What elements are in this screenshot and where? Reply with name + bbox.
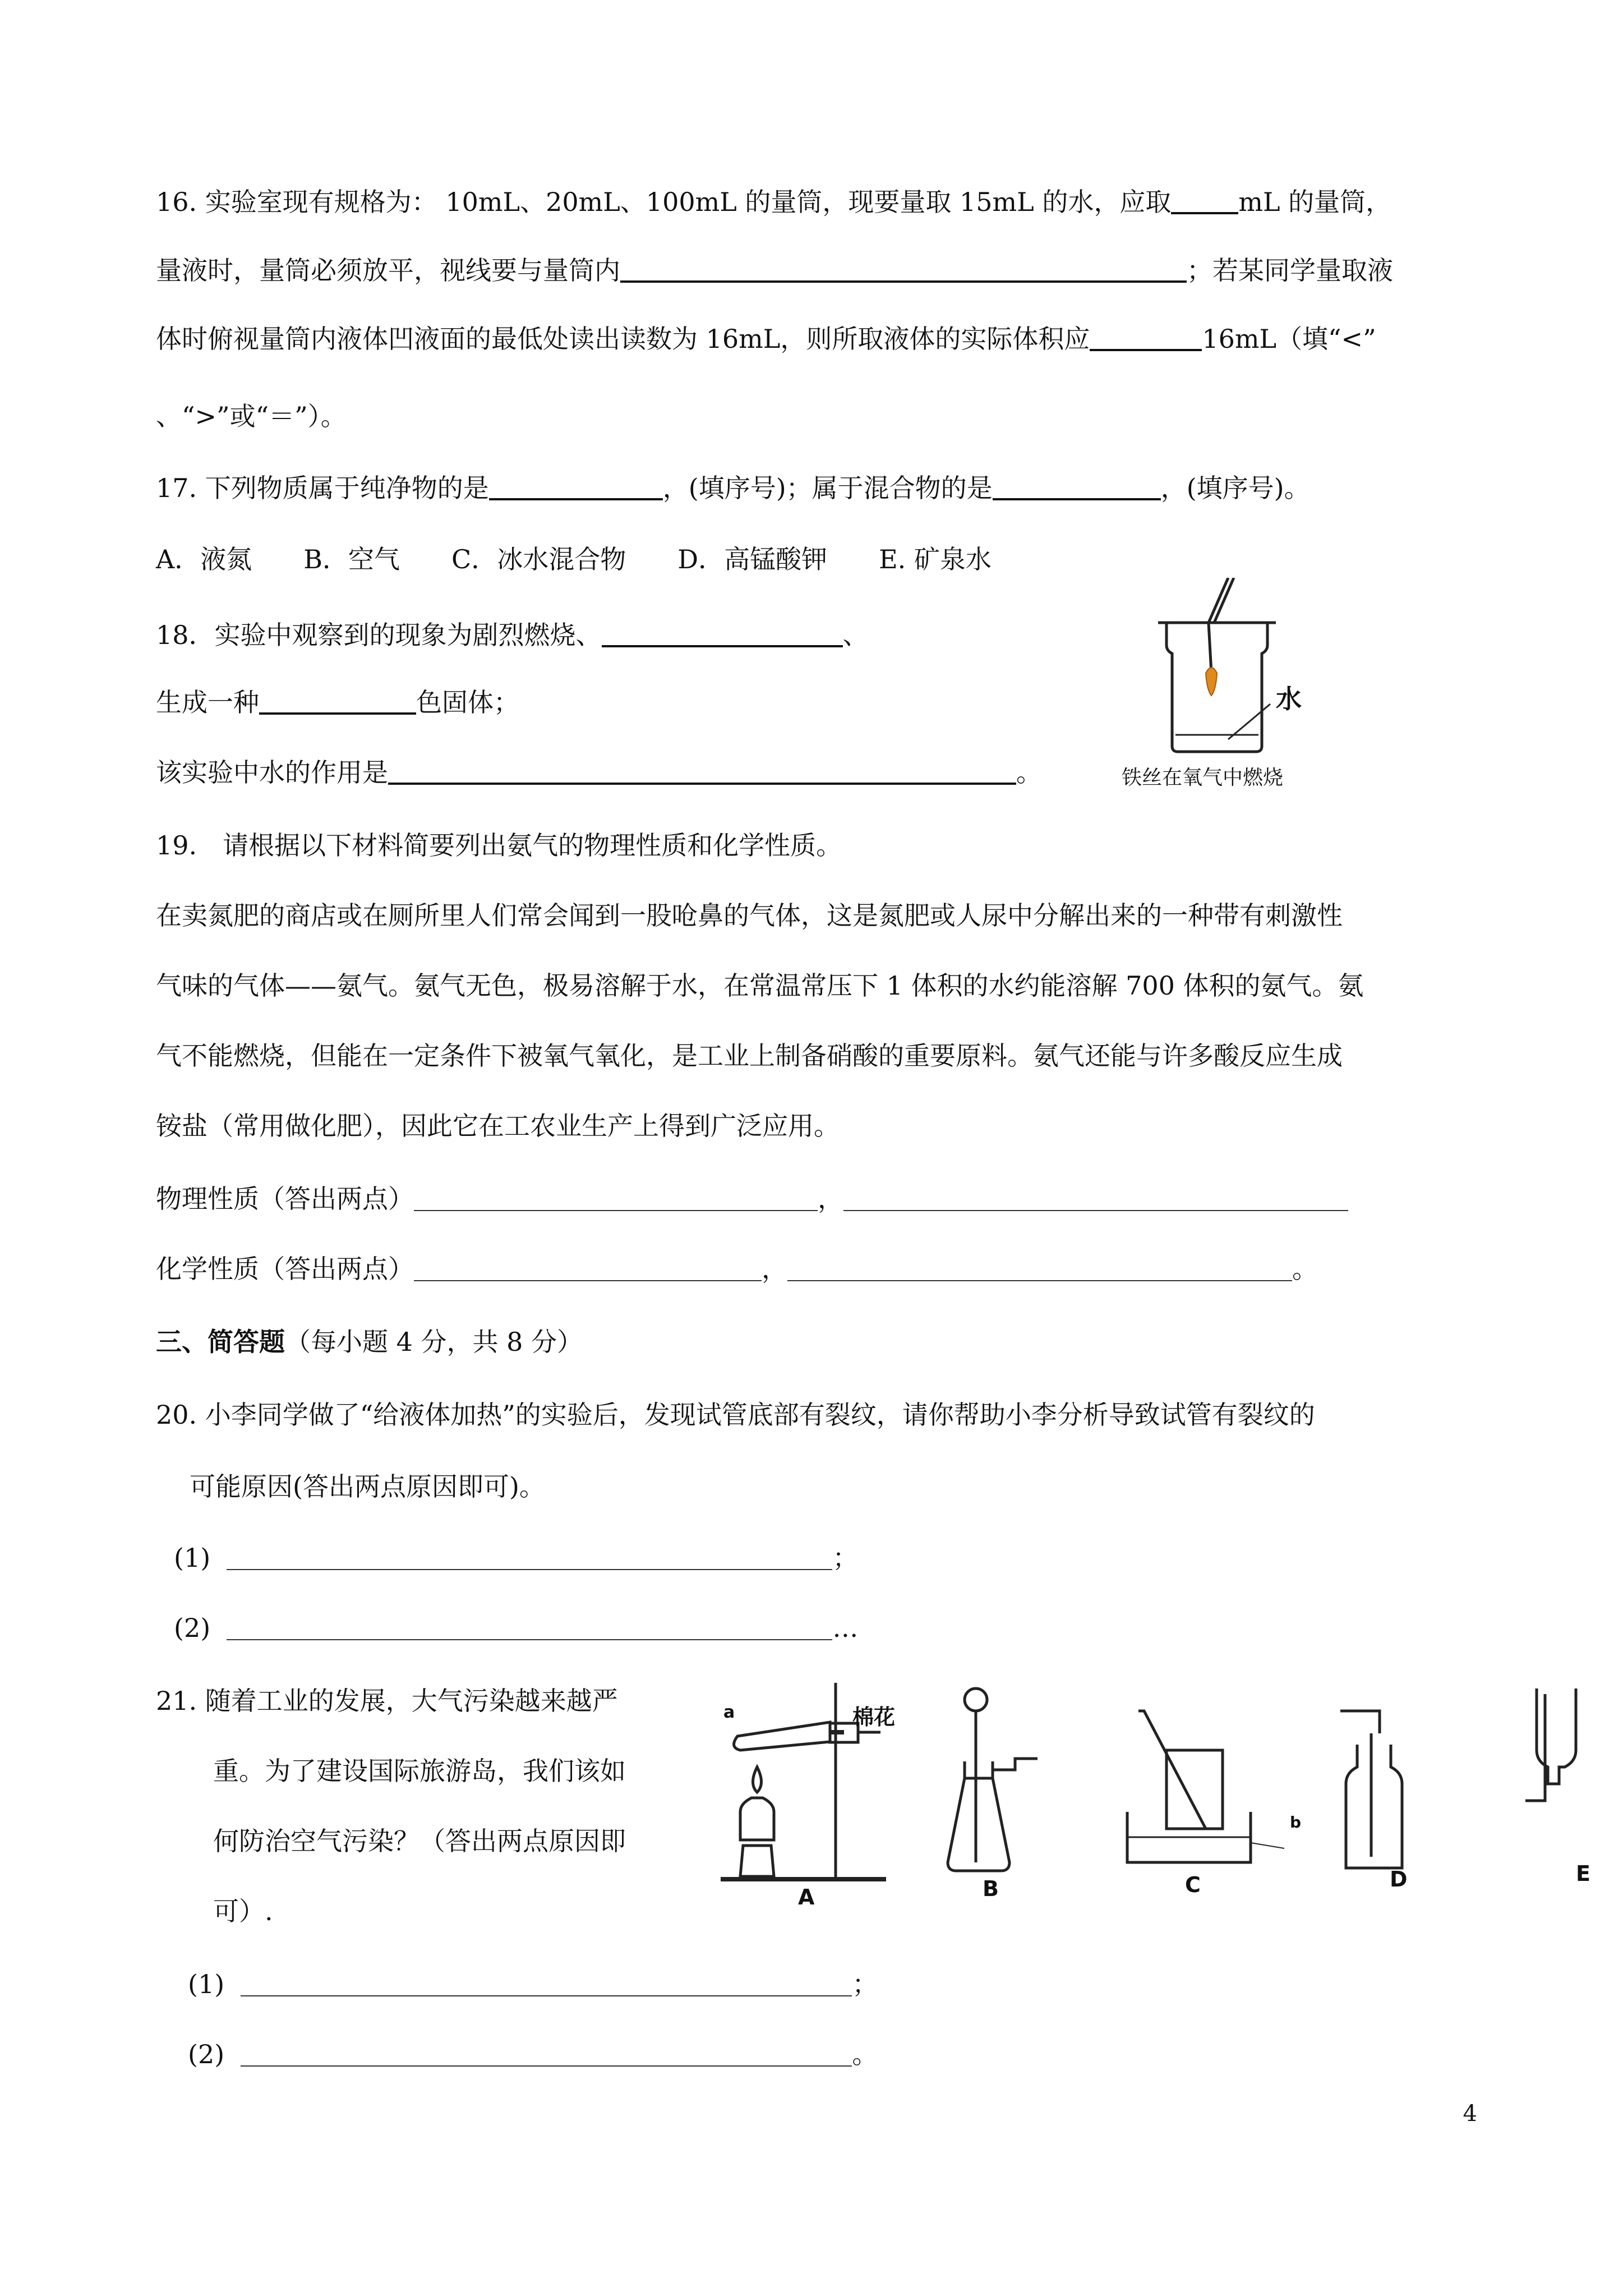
q16-line1: 16. 实验室现有规格为： 10mL、20mL、100mL 的量筒，现要量取 15mL 的水，应取 mL 的量筒， <box>156 187 1392 217</box>
q19-phys-blank-2[interactable] <box>843 1185 1348 1211</box>
q19-physical-properties: 物理性质（答出两点） ， <box>156 1181 1348 1217</box>
q19-chemical-properties: 化学性质（答出两点） ， 。 <box>156 1254 1318 1284</box>
apparatus-label-b-trough: b <box>1290 1813 1302 1832</box>
q18-line3: 该实验中水的作用是 。 <box>156 757 1042 788</box>
q18-figure-water-label: 水 <box>1276 684 1302 714</box>
q20-line2: 可能原因(答出两点原因即可)。 <box>190 1471 545 1502</box>
q19-phys-blank-1[interactable] <box>414 1185 818 1211</box>
q20-answer-1: (1) ； <box>174 1543 859 1573</box>
q19-chem-blank-1[interactable] <box>414 1255 762 1281</box>
q16-blank-2[interactable] <box>620 256 1187 283</box>
q18-line2: 生成一种 色固体； <box>156 687 519 717</box>
q21-answer-2: (2) 。 <box>188 2039 878 2069</box>
q20-line1: 20. 小李同学做了“给液体加热”的实验后，发现试管底部有裂纹，请你帮助小李分析导致试管有裂纹的 <box>156 1400 1315 1430</box>
q19-para-4: 铵盐（常用做化肥），因此它在工农业生产上得到广泛应用。 <box>156 1111 840 1141</box>
q21-line3: 何防治空气污染？（答出两点原因即 <box>213 1826 626 1856</box>
q21-answer-1-blank[interactable] <box>241 1971 852 1996</box>
q17-line1: 17. 下列物质属于纯净物的是 ，(填序号)；属于混合物的是 ，(填序号)。 <box>156 473 1310 503</box>
q18-line1: 18．实验中观察到的现象为剧烈燃烧、 、 <box>156 620 869 650</box>
q21-line2: 重。为了建设国际旅游岛，我们该如 <box>213 1756 626 1786</box>
q18-figure-caption: 铁丝在氧气中燃烧 <box>1122 766 1284 789</box>
q17-blank-pure[interactable] <box>489 473 663 500</box>
q21-line1: 21. 随着工业的发展，大气污染越来越严 <box>156 1686 618 1716</box>
apparatus-label-a-tube: a <box>723 1703 735 1722</box>
apparatus-label-cotton: 棉花 <box>852 1705 896 1729</box>
apparatus-label-C: C <box>1185 1872 1201 1897</box>
q18-blank-2[interactable] <box>259 688 416 715</box>
q19-title: 19. 请根据以下材料简要列出氨气的物理性质和化学性质。 <box>156 830 842 861</box>
q18-blank-3[interactable] <box>388 758 1016 785</box>
q20-answer-2-blank[interactable] <box>227 1614 832 1640</box>
q17-options: A．液氮 B．空气 C．冰水混合物 D．高锰酸钾 E. 矿泉水 <box>156 544 992 574</box>
section-3-heading: 三、简答题（每小题 4 分，共 8 分） <box>156 1327 583 1357</box>
page-number: 4 <box>1463 2101 1477 2127</box>
q19-chem-blank-2[interactable] <box>787 1255 1292 1281</box>
iron-burning-figure <box>1144 578 1312 763</box>
q16-blank-1[interactable] <box>1171 187 1238 214</box>
q16-line4: 、“>”或“＝”）。 <box>156 401 347 431</box>
apparatus-label-A: A <box>798 1885 815 1910</box>
q16-line3: 体时俯视量筒内液体凹液面的最低处读出读数为 16mL，则所取液体的实际体积应 16mL（填“<” <box>156 324 1376 354</box>
q21-answer-2-blank[interactable] <box>241 2041 852 2067</box>
q17-blank-mixture[interactable] <box>993 473 1161 500</box>
q21-line4: 可）. <box>213 1896 273 1926</box>
q20-answer-1-blank[interactable] <box>227 1544 832 1570</box>
q19-para-1: 在卖氮肥的商店或在厕所里人们常会闻到一股呛鼻的气体，这是氮肥或人尿中分解出来的一种带有刺激性 <box>156 900 1343 931</box>
q20-answer-2: (2) … <box>174 1613 859 1643</box>
apparatus-label-D: D <box>1390 1867 1408 1892</box>
q18-blank-1[interactable] <box>602 620 843 647</box>
q19-para-2: 气味的气体——氨气。氨气无色，极易溶解于水，在常温常压下 1 体积的水约能溶解 700 体积的氨气。氨 <box>156 970 1364 1001</box>
q19-para-3: 气不能燃烧，但能在一定条件下被氧气氧化，是工业上制备硝酸的重要原料。氨气还能与许多酸反应生成 <box>156 1041 1343 1071</box>
apparatus-label-E: E <box>1576 1861 1590 1886</box>
apparatus-label-B: B <box>983 1876 999 1901</box>
q16-blank-3[interactable] <box>1090 324 1202 351</box>
q21-answer-1: (1) ； <box>188 1969 878 1999</box>
q16-line2: 量液时，量筒必须放平，视线要与量筒内 ；若某同学量取液 <box>156 255 1393 286</box>
